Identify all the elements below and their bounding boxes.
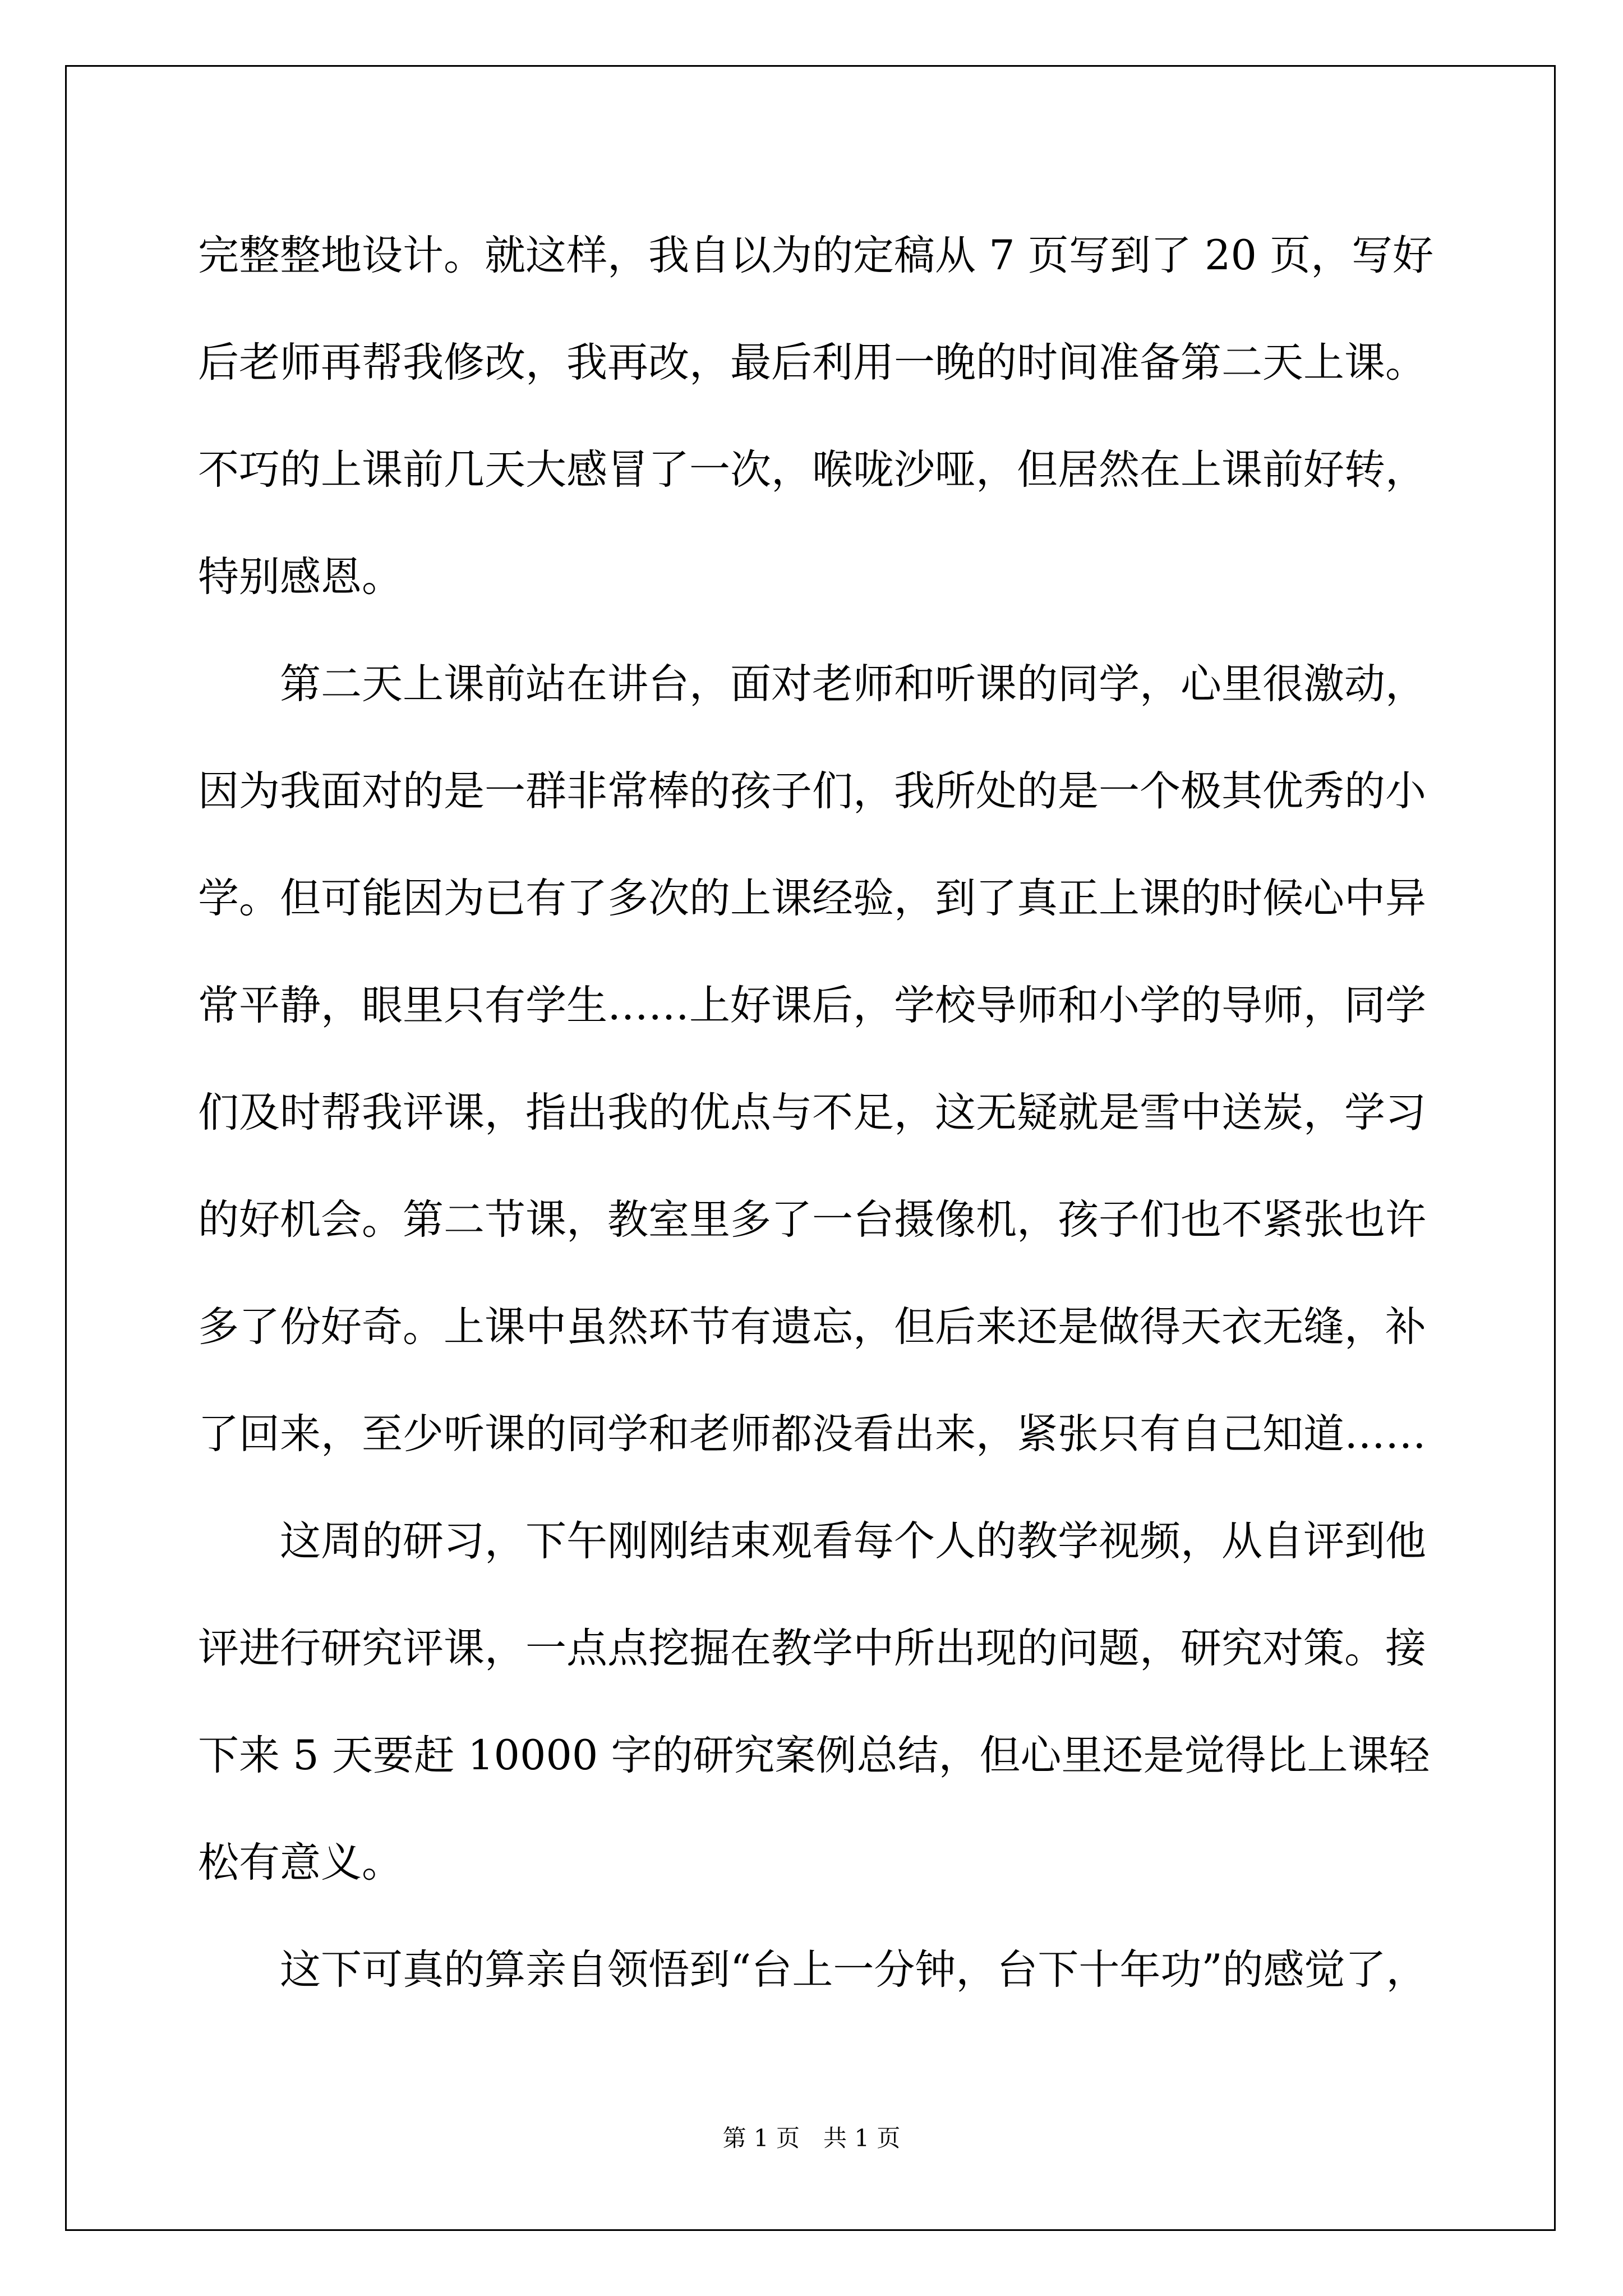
paragraph-4: 这下可真的算亲自领悟到“台上一分钟，台下十年功”的感觉了， [280, 1946, 1427, 1994]
page-footer: 第 1 页 共 1 页 [722, 2124, 901, 2152]
paragraph-3: 这周的研习，下午刚刚结束观看每个人的教学视频，从自评到他评进行研究评课，一点点挖掘在教学中所出现的问题，研究对策。接下来 5 天要赶 10000 字的研究案例总结，但心里还是觉得比上课轻松有意义。 [198, 1517, 1430, 1887]
document-body [198, 202, 1454, 2023]
paragraph-2: 第二天上课前站在讲台，面对老师和听课的同学，心里很激动，因为我面对的是一群非常棒的孩子们，我所处的是一个极其优秀的小学。但可能因为已有了多次的上课经验，到了真正上课的时候心中异常平静，眼里只有学生……上好课后，学校导师和小学的导师，同学们及时帮我评课，指出我的优点与不足，这无疑就是雪中送炭，学习的好机会。第二节课，教室里多了一台摄像机，孩子们也不紧张也许多了份好奇。上课中虽然环节有遗忘，但后来还是做得天衣无缝，补了回来，至少听课的同学和老师都没看出来，紧张只有自己知道…… [198, 660, 1426, 1458]
paragraph-1: 完整整地设计。就这样，我自以为的定稿从 7 页写到了 20 页，写好后老师再帮我修改，我再改，最后利用一晚的时间准备第二天上课。不巧的上课前几天大感冒了一次，喉咙沙哑，但居然在上课前好转，特别感恩。 [198, 232, 1434, 601]
